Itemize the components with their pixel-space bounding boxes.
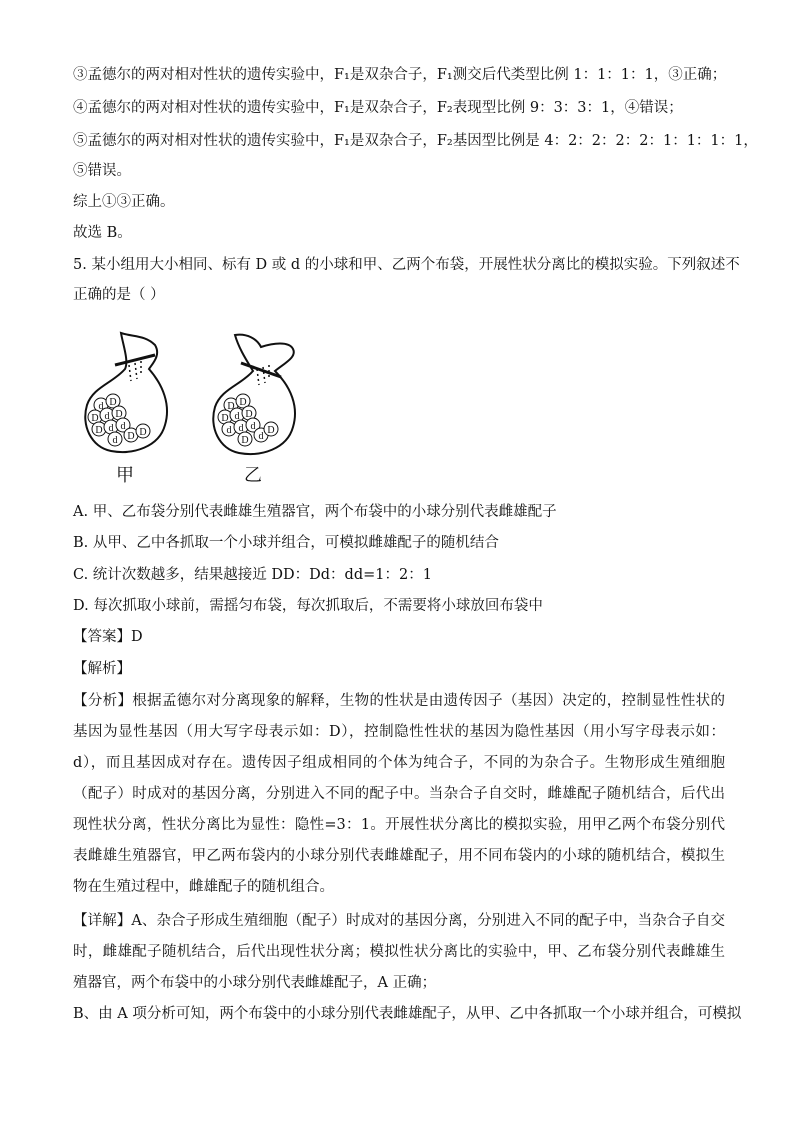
ball-label: d bbox=[226, 425, 232, 436]
question-5-stem-cont: 正确的是（ ） bbox=[73, 287, 165, 303]
ball-label: D bbox=[109, 397, 117, 408]
question-5-stem: 5. 某小组用大小相同、标有 D 或 d 的小球和甲、乙两个布袋，开展性状分离比的模拟实验。下列叙述不 bbox=[73, 257, 740, 273]
analysis-heading: 【解析】 bbox=[73, 661, 131, 677]
option-c: C. 统计次数越多，结果越接近 DD：Dd：dd=1：2：1 bbox=[73, 567, 432, 583]
bag-right-label: 乙 bbox=[244, 465, 262, 486]
detail-paragraph: 【详解】A、杂合子形成生殖细胞（配子）时成对的基因分离，分别进入不同的配子中，当杂合子自交时，雌雄配子随机结合，后代出现性状分离；模拟性状分离比的实验中，甲、乙布袋分别代表雌雄生殖器官，两个布袋中的小球分别代表雌雄配子，A 正确； bbox=[73, 913, 725, 991]
ball-label: D bbox=[267, 425, 275, 436]
answer-line: 【答案】D bbox=[73, 629, 143, 645]
option-b: B. 从甲、乙中各抓取一个小球并组合，可模拟雌雄配子的随机结合 bbox=[73, 535, 499, 551]
ball-label: d bbox=[112, 435, 118, 446]
ball-label: d bbox=[234, 411, 240, 422]
ball-label: d bbox=[250, 421, 256, 432]
ball-label: D bbox=[139, 427, 147, 438]
option-d: D. 每次抓取小球前，需摇匀布袋，每次抓取后，不需要将小球放回布袋中 bbox=[73, 598, 543, 614]
bags-figure bbox=[73, 325, 323, 490]
ball-label: D bbox=[241, 435, 249, 446]
ball-label: d bbox=[120, 421, 126, 432]
ball-label: D bbox=[95, 425, 103, 436]
ball-label: D bbox=[127, 431, 135, 442]
explanation-line-4: ④孟德尔的两对相对性状的遗传实验中，F₁是双杂合子，F₂表现型比例 9：3：3：1，④错误； bbox=[73, 100, 683, 116]
summary-line: 综上①③正确。 bbox=[73, 194, 175, 210]
ball-label: D bbox=[239, 397, 247, 408]
explanation-line-5-cont: ⑤错误。 bbox=[73, 163, 131, 179]
ball-label: D bbox=[91, 413, 99, 424]
explanation-line-5: ⑤孟德尔的两对相对性状的遗传实验中，F₁是双杂合子，F₂基因型比例是 4：2：2：2：2：1：1：1：1， bbox=[73, 133, 758, 149]
detail-last-line: B、由 A 项分析可知，两个布袋中的小球分别代表雌雄配子，从甲、乙中各抓取一个小球并组合，可模拟 bbox=[73, 1006, 742, 1022]
ball-label: d bbox=[98, 401, 104, 412]
ball-label: D bbox=[245, 409, 253, 420]
ball-label: d bbox=[104, 411, 110, 422]
explanation-line-3: ③孟德尔的两对相对性状的遗传实验中，F₁是双杂合子，F₁测交后代类型比例 1：1：1：1，③正确； bbox=[73, 67, 727, 83]
ball-label: d bbox=[258, 431, 264, 442]
ball-label: d bbox=[238, 423, 244, 434]
ball-label: D bbox=[221, 413, 229, 424]
ball-label: d bbox=[108, 423, 114, 434]
analysis-paragraph: 【分析】根据孟德尔对分离现象的解释，生物的性状是由遗传因子（基因）决定的，控制显性性状的基因为显性基因（用大写字母表示如：D），控制隐性性状的基因为隐性基因（用小写字母表示如：d），而且基因成对存在。遗传因子组成相同的个体为纯合子，不同的为杂合子。生物形成生殖细胞（配子）时成对的基因分离，分别进入不同的配子中。当杂合子自交时，雌雄配子随机结合，后代出现性状分离，性状分离比为显性：隐性=3：1。开展性状分离比的模拟实验，用甲乙两个布袋分别代表雌雄生殖器官，甲乙两布袋内的小球分别代表雌雄配子，用不同布袋内的小球的随机结合，模拟生物在生殖过程中，雌雄配子的随机组合。 bbox=[73, 693, 725, 895]
bag-left-label: 甲 bbox=[116, 465, 134, 486]
option-a: A. 甲、乙布袋分别代表雌雄生殖器官，两个布袋中的小球分别代表雌雄配子 bbox=[73, 504, 557, 520]
choose-line: 故选 B。 bbox=[73, 225, 132, 241]
ball-label: D bbox=[115, 409, 123, 420]
ball-label: D bbox=[227, 401, 235, 412]
